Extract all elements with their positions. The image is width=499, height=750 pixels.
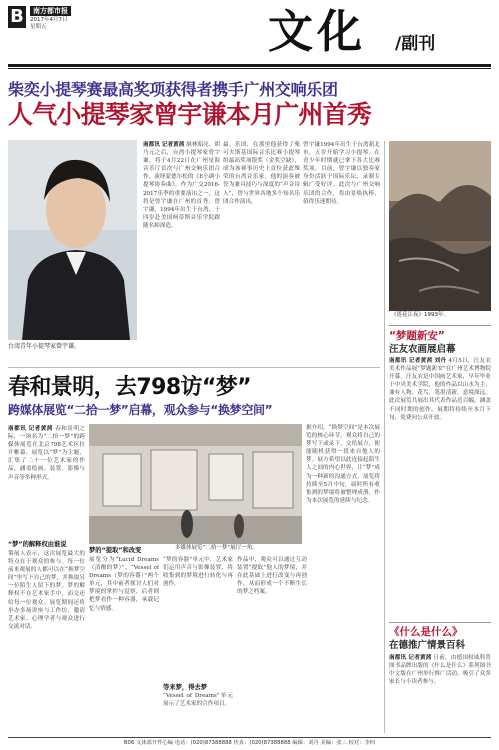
- section-logo: B: [8, 6, 26, 28]
- section-title: 文化: [268, 5, 367, 58]
- sidebar-item1-title: “梦题新安”: [389, 330, 445, 342]
- header-rule: [8, 64, 491, 67]
- sidebar-item1-byline: 南都讯 记者黄茜 刘丹: [389, 358, 447, 364]
- article2-column-1: [8, 425, 85, 537]
- issue-weekday: 星期五: [30, 24, 47, 30]
- article2-headline: 春和景明，去798访“梦”: [8, 375, 252, 400]
- article2-column-3b: “Vessel of Dreams”单元展示了艺术家的合作项目。: [163, 693, 233, 708]
- sidebar-item2-subtitle: 在德推广情景百科: [389, 640, 466, 651]
- article1-kicker: 柴奕小提琴赛最高奖项获得者携手广州交响乐团: [8, 80, 338, 99]
- article2-column-5: 据介绍，“换梦空间”是本次展览的核心环节。观众将自己的梦写下或录下，交给展方，便能随机获得一段来自他人的梦。展方希望以此连接起陌生人之间的内心世界，让“梦”成为一种新的沟通方式。展览将持续至5月中旬，届时所有收集到的梦境将被整理成册，作为本次展览的延续与纪念。: [306, 425, 380, 504]
- article2-subheading-3: 等来梦，得去梦: [163, 684, 208, 691]
- footer-rule: [8, 737, 491, 738]
- sidebar-item2-body: [389, 654, 491, 733]
- sidebar-item1-body: [389, 357, 491, 620]
- painting-caption: 《莲花江夜》1993年。: [391, 312, 449, 318]
- article1-column-1: [143, 141, 220, 357]
- article2-subhead: 跨媒体展览“二拾一梦”启幕，观众参与“换梦空间”: [8, 403, 273, 417]
- newspaper-name: 南方都市报: [30, 6, 71, 16]
- sidebar-item2-byline: 南都讯 记者黄茜: [389, 655, 432, 661]
- article2-column-2: 展览分为“Lucid Dreams（清醒的梦）”、“Vessel of Dreams（梦的容器）”两个单元，其中前者探讨人们对梦境的掌控与觉察，后者则把梦看作一种容器，承载记忆与情感。: [89, 557, 159, 612]
- masthead: [8, 6, 128, 36]
- exhibition-photo: [89, 424, 302, 544]
- sidebar-item2-text: 日前，由德国权威科普图书品牌出版的《什么是什么》系列图书中文版在广州举行推广活动，吸引了众多家长与小读者参与。: [389, 655, 491, 686]
- article2-byline: 南都讯 记者黄茜: [8, 426, 53, 432]
- sidebar-rule: [389, 325, 491, 326]
- article1-column-2: 最、乐团，在那里他获得了柴可夫斯基国际音乐比赛小提琴组最高奖项银奖（金奖空缺），成为该赛事历史上首位获此殊荣的台湾音乐家。他的演奏被誉为兼具技巧与深度的“声音诗人”，曾与世界各地多个知名乐团合作演出。: [223, 142, 300, 205]
- painting-photo: [389, 141, 491, 311]
- page-footer: B06 文体部开件心编 电话：(020)87388888 传真：(020)87388888 编辑：刘丹 美编：张三 校对：李四: [123, 740, 376, 746]
- article2-text: 春和景明之际，一场名为“二拾一梦”的跨媒体展览在北京798艺术区拉开帷幕。展览以“梦”为主题，汇集了二十一位艺术家的作品，涵盖绘画、装置、影像与声音等多种形式。: [8, 426, 85, 481]
- article1-byline: 南都讯 记者黄茜: [143, 142, 185, 148]
- issue-date: 2017年4月7日: [30, 17, 68, 23]
- article2-column-1b: 策展人表示，这次展览最大的特点在于观众的参与。每一位前来观展的人都可以在“换梦空间”里写下自己的梦，并换取另一位陌生人留下的梦。梦的解释权不在艺术家手中，而交还给每一位观众。展览期间还将举办多场讲座与工作坊，邀请艺术家、心理学者与观众进行交流对话。: [8, 551, 85, 630]
- article2-column-4: 作品中，观众可以通过互动装置“提取”他人的梦境，并在此基础上进行改变与再创作，从而形成一个不断生长的梦之档案。: [237, 557, 307, 596]
- section-subtitle: /副刊: [395, 34, 436, 54]
- article1-headline: 人气小提琴家曾宇谦本月广州首秀: [8, 100, 372, 129]
- column-divider: [384, 141, 385, 733]
- article-divider: [8, 367, 380, 368]
- sidebar-item1-subtitle: 汪友农画展启幕: [389, 344, 456, 355]
- photo-caption: 台湾青年小提琴家曾宇谦。: [8, 343, 81, 350]
- article2-column-3: “梦的容器”单元中，艺术家们运用声音与影像装置，将收集到的梦境进行转化与再创作。: [163, 557, 233, 588]
- sidebar-item2-title: 《什么是什么》: [389, 626, 463, 638]
- article1-text: 继林昭亮、胡乃元之后，台湾小提琴家曾宇谦，将于4月22日在广州星海音乐厅首次与广州交响乐团合作，演绎蒙德尔松的《E小调小提琴协奏曲》。作为广交2016-2017乐季的重要演出之一，这将是曾宇谦在广州的首秀。曾宇谦，1994年出生于台湾，十四岁赴美国柯蒂斯音乐学院跟随名师深造。: [143, 142, 220, 229]
- violinist-photo: [8, 140, 137, 340]
- article2-subheading-2: 梦的“提取”和改变: [89, 547, 142, 554]
- sidebar-rule-2: [389, 622, 491, 623]
- header-rule-thin: [8, 68, 491, 69]
- article1-column-3: 曾宇谦1994年出生于台湾新北市，五岁开始学习小提琴，在青少年时期就已拿下各大比赛奖项。目前，曾宇谦以独奏家身份活跃于国际乐坛，录制专辑广受好评。此次与广州交响乐团的合作，将由景焕执棒，值得乐迷期待。: [303, 142, 380, 205]
- exhibition-caption: 多媒体展览“二拾一梦”展厅一角。: [175, 545, 258, 551]
- article2-subheading-1: “梦”的解释权由谁说: [8, 541, 67, 548]
- sidebar-item1-text: 4月5日，汪友农美术作品展“梦题新安”在广州艺术博物院开幕。汪友农是中国画艺术家，早年毕业于中央美术学院，他的作品以山水为主，兼有人物、花鸟，笔墨清新，意境深远。此次展览共展出其代表作品近百幅，涵盖不同时期的创作，展期将持续至本月下旬，免费向公众开放。: [389, 358, 491, 421]
